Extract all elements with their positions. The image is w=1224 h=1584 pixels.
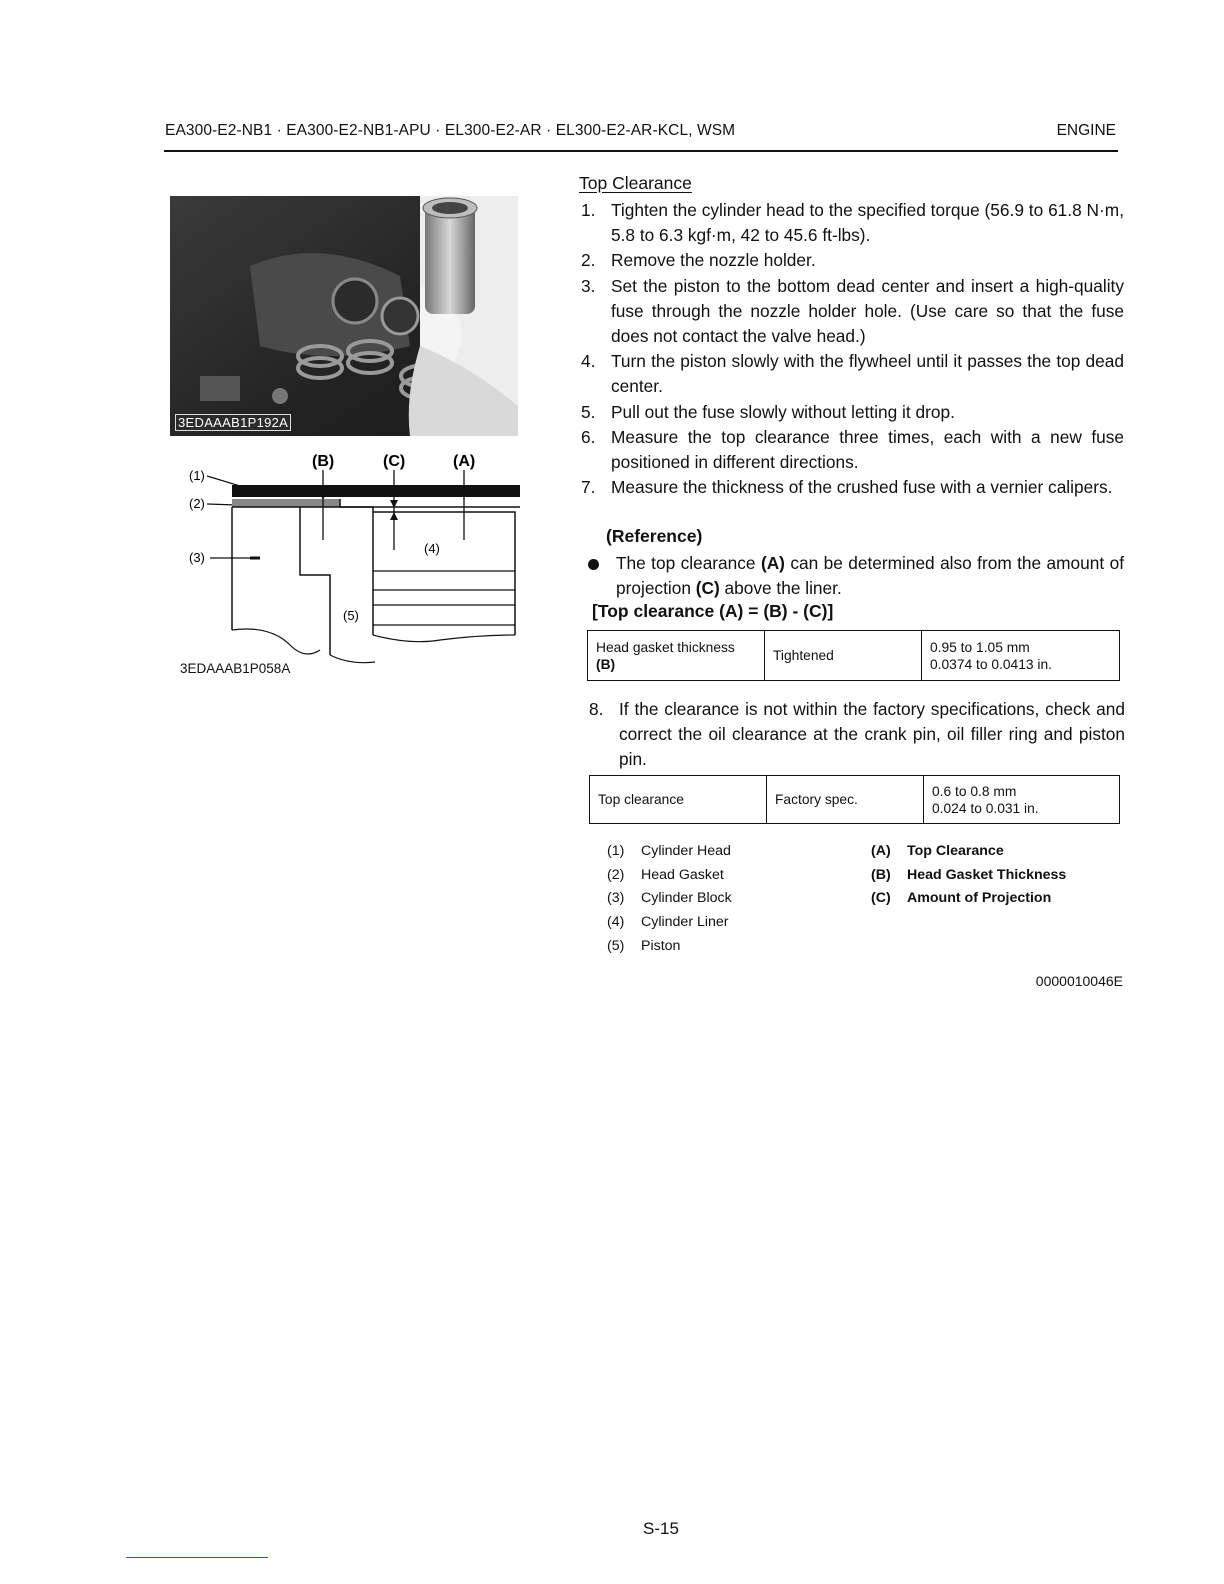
section-title: Top Clearance xyxy=(579,173,692,193)
legend-item: (A) Top Clearance xyxy=(871,843,1004,859)
legend-item: (4) Cylinder Liner xyxy=(607,914,729,931)
header-models: EA300-E2-NB1 · EA300-E2-NB1-APU · EL300-E2-AR · EL300-E2-AR-KCL, WSM xyxy=(165,122,736,139)
header-section: ENGINE xyxy=(1056,122,1116,139)
spec-condition-cell: Tightened xyxy=(765,631,922,681)
document-code: 0000010046E xyxy=(1035,973,1123,989)
formula: [Top clearance (A) = (B) - (C)] xyxy=(592,601,834,621)
step-item: 4. Turn the piston slowly with the flywheel until it passes the top dead center. xyxy=(581,351,1124,397)
legend-item: (B) Head Gasket Thickness xyxy=(871,866,1067,883)
step-item: 2. Remove the nozzle holder. xyxy=(581,250,816,271)
callout-1: (1) xyxy=(189,468,205,483)
top-clearance-diagram xyxy=(170,440,530,680)
callout-4: (4) xyxy=(424,541,440,556)
callout-a: (A) xyxy=(453,453,476,470)
legend-dimensions xyxy=(871,840,1066,911)
photo-code-label: 3EDAAAB1P192A xyxy=(175,414,291,431)
footer-rule xyxy=(126,1557,268,1558)
step-item: 7. Measure the thickness of the crushed fuse with a vernier calipers. xyxy=(581,477,1113,498)
spec-item-cell: Top clearance xyxy=(590,776,767,824)
step-item: 8. If the clearance is not within the factory specifications, check and correct the oil clearance at the crank pin, oil filler ring and piston pin. xyxy=(589,699,1125,770)
legend-item: (5) Piston xyxy=(607,937,681,954)
spec-table-head-gasket xyxy=(587,630,1120,681)
callout-c: (C) xyxy=(383,453,406,470)
page-number: S-15 xyxy=(643,1519,679,1538)
callout-3: (3) xyxy=(189,550,205,565)
spec-value-cell: 0.95 to 1.05 mm 0.0374 to 0.0413 in. xyxy=(922,631,1120,681)
spec-item-cell: Head gasket thickness (B) xyxy=(588,631,765,681)
reference-title: (Reference) xyxy=(606,526,703,546)
legend-parts xyxy=(607,840,732,959)
diagram-code-label: 3EDAAAB1P058A xyxy=(180,661,291,676)
callout-5: (5) xyxy=(343,608,359,623)
spec-value-cell: 0.6 to 0.8 mm 0.024 to 0.031 in. xyxy=(924,776,1120,824)
callout-b: (B) xyxy=(312,453,335,470)
step-item: 3. Set the piston to the bottom dead center and insert a high-quality fuse through the nozzle holder hole. (Use care so that the fuse does not contact the valve head.) xyxy=(581,275,1124,347)
callout-2: (2) xyxy=(189,496,205,511)
procedure-steps xyxy=(579,198,1124,500)
step-item: 5. Pull out the fuse slowly without letting it drop. xyxy=(581,401,955,422)
step-item: 6. Measure the top clearance three times, each with a new fuse positioned in different directions. xyxy=(581,426,1124,473)
engine-photo xyxy=(170,196,518,436)
spec-table-top-clearance xyxy=(589,775,1120,824)
bullet-icon xyxy=(588,559,599,570)
legend-item: (2) Head Gasket xyxy=(607,866,724,883)
spec-condition-cell: Factory spec. xyxy=(767,776,924,824)
step-item: 1. Tighten the cylinder head to the specified torque (56.9 to 61.8 N·m, 5.8 to 6.3 kgf·m, 42 to 45.6 ft-lbs). xyxy=(581,200,1124,246)
header-rule xyxy=(164,150,1118,152)
legend-item: (3) Cylinder Block xyxy=(607,890,732,907)
reference-bullet: The top clearance (A) can be determined also from the amount of projection (C) above the liner. xyxy=(588,551,1124,601)
legend-item: (C) Amount of Projection xyxy=(871,890,1052,907)
legend-item: (1) Cylinder Head xyxy=(607,843,731,859)
